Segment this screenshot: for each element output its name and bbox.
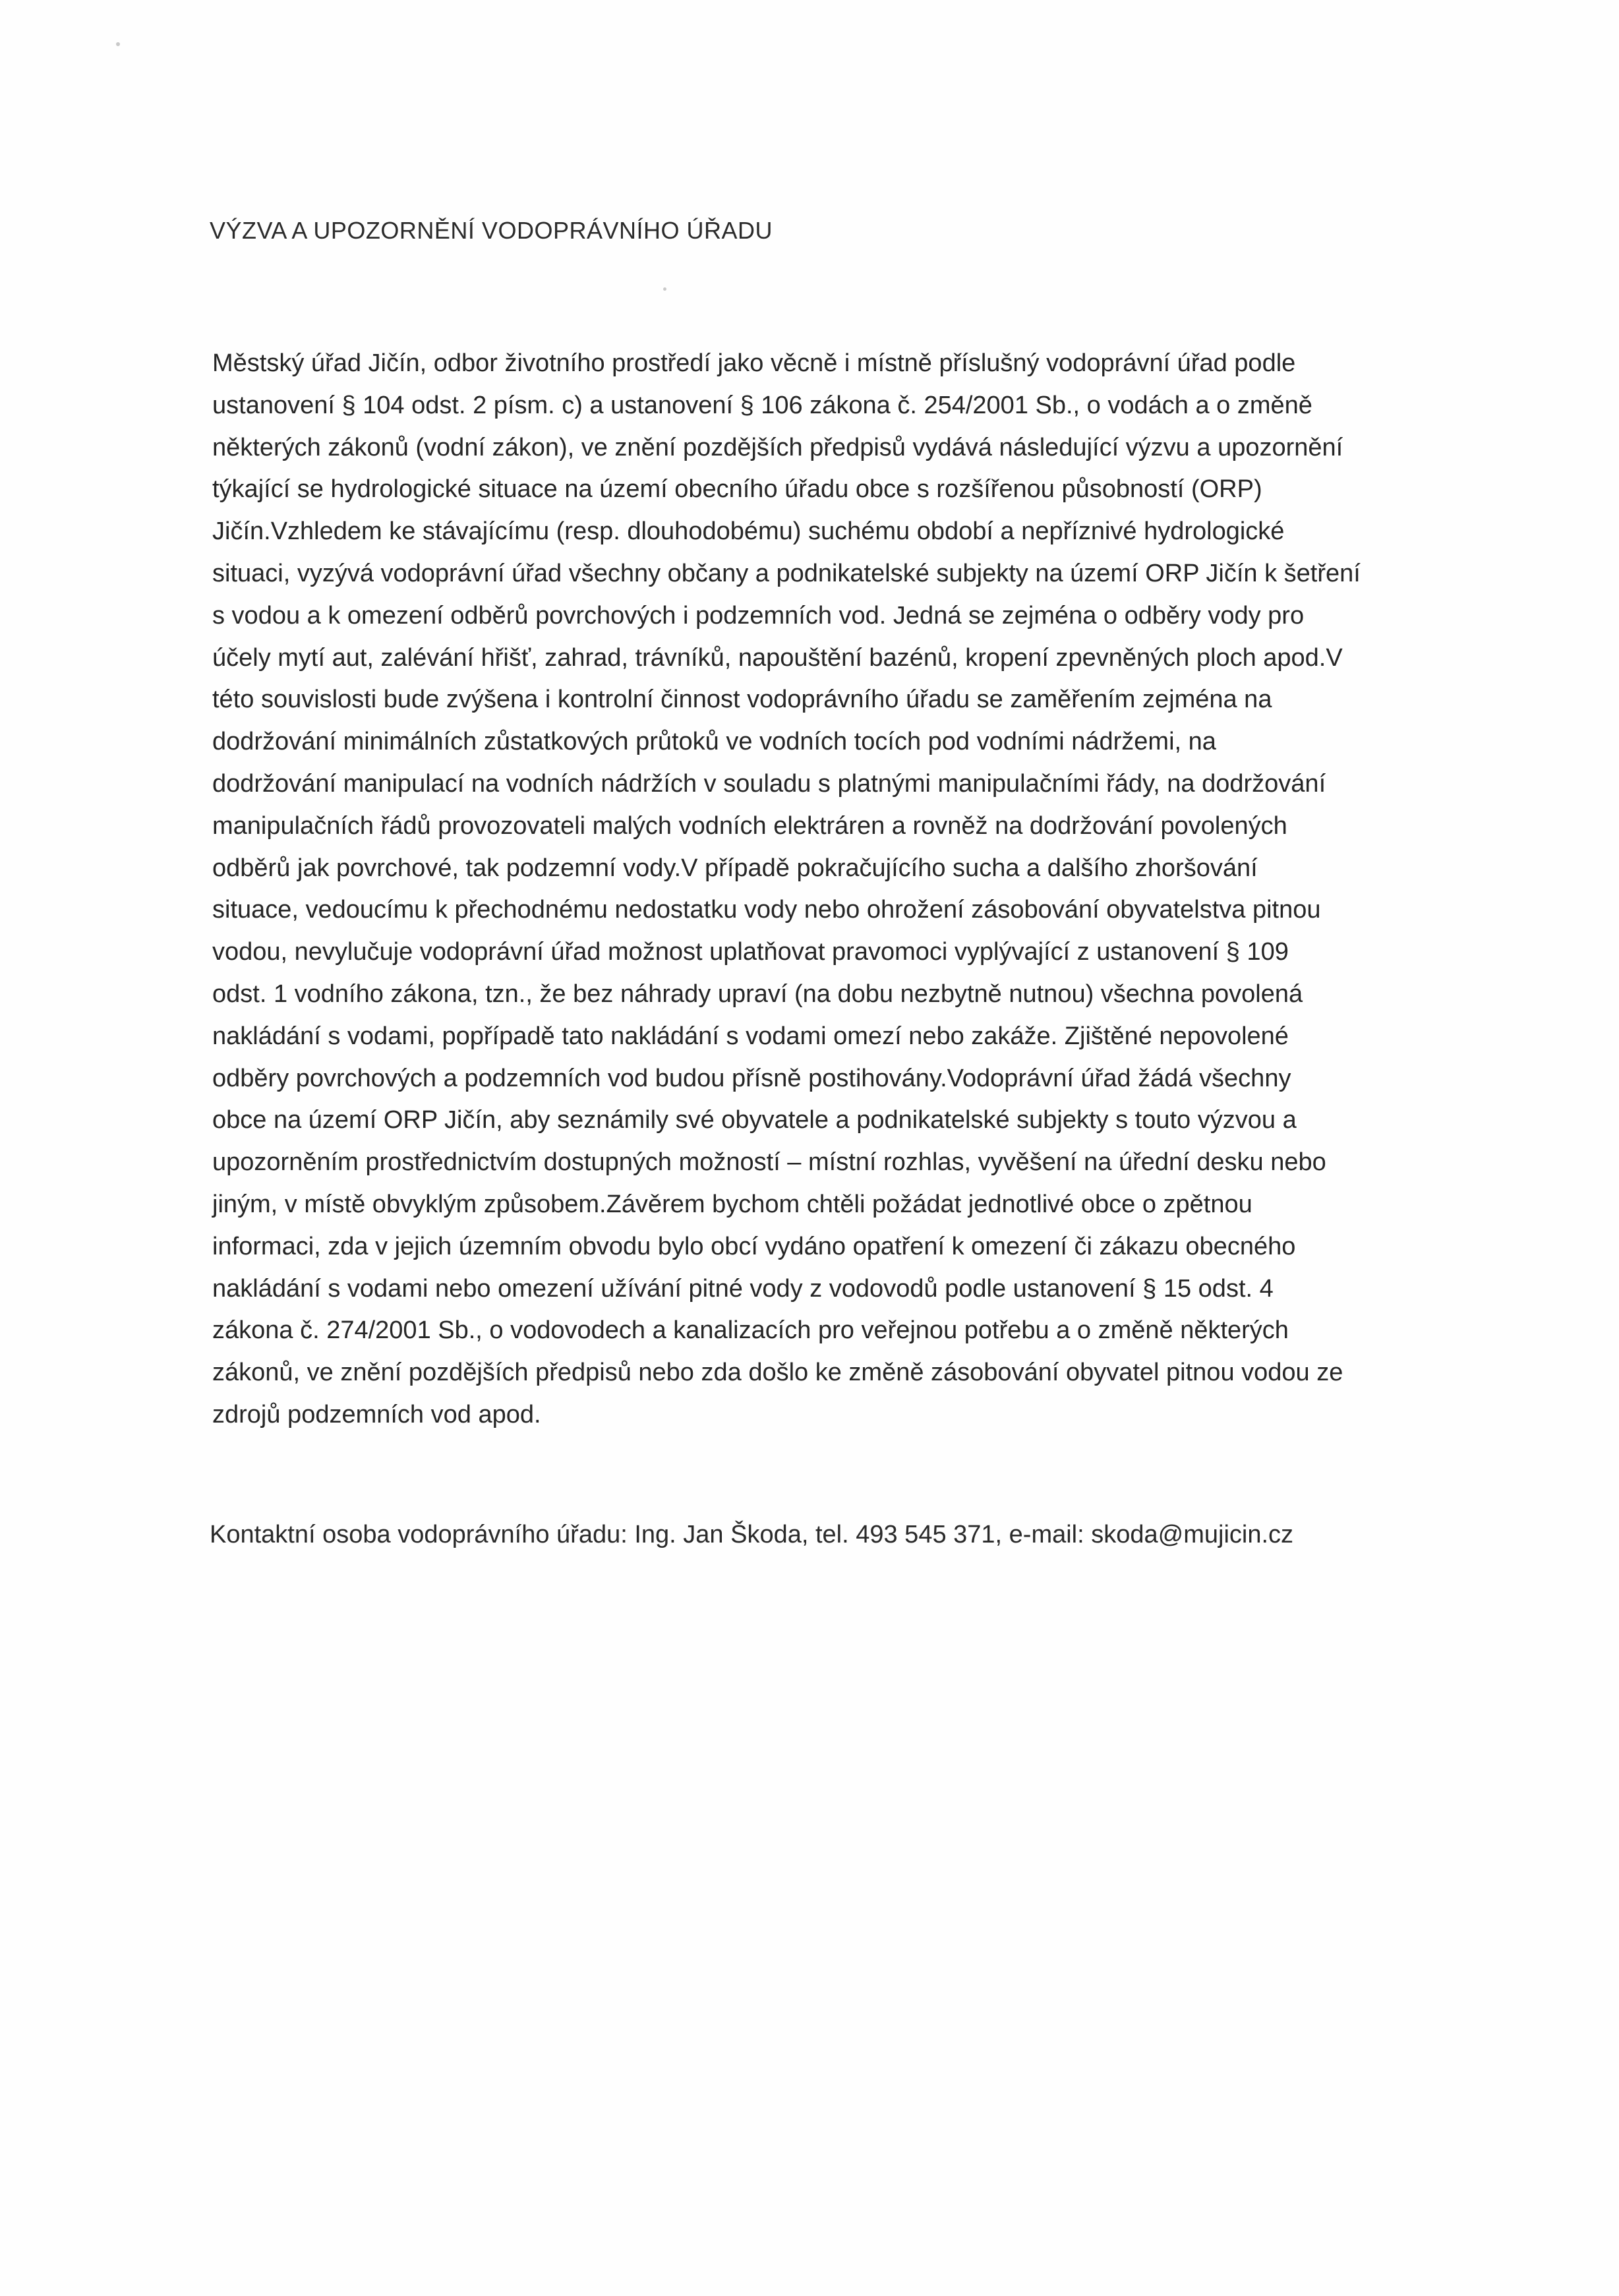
body-line: zdrojů podzemních vod apod. — [212, 1400, 541, 1428]
body-line: dodržování manipulací na vodních nádržích v souladu s platnými manipulačními řády, na dodržování — [212, 769, 1326, 798]
body-line: manipulačních řádů provozovateli malých vodních elektráren a rovněž na dodržování povolených — [212, 811, 1287, 840]
document-body — [212, 343, 1465, 1436]
document-heading: VÝZVA A UPOZORNĚNÍ VODOPRÁVNÍHO ÚŘADU — [210, 217, 773, 244]
body-line: obce na území ORP Jičín, aby seznámily své obyvatele a podnikatelské subjekty s touto výzvou a — [212, 1106, 1297, 1134]
scan-speck — [116, 42, 120, 46]
body-line: nakládání s vodami nebo omezení užívání pitné vody z vodovodů podle ustanovení § 15 odst. 4 — [212, 1274, 1274, 1303]
body-line: situace, vedoucímu k přechodnému nedostatku vody nebo ohrožení zásobování obyvatelstva pitnou — [212, 896, 1321, 924]
scan-speck — [663, 287, 666, 291]
body-line: situaci, vyzývá vodoprávní úřad všechny občany a podnikatelské subjekty na území ORP Jičín k šetření — [212, 559, 1361, 587]
body-line: odběry povrchových a podzemních vod budou přísně postihovány.Vodoprávní úřad žádá všechny — [212, 1064, 1291, 1092]
body-line: zákona č. 274/2001 Sb., o vodovodech a kanalizacích pro veřejnou potřebu a o změně některých — [212, 1316, 1289, 1345]
contact-line: Kontaktní osoba vodoprávního úřadu: Ing. Jan Škoda, tel. 493 545 371, e-mail: skoda@mujicin.cz — [210, 1521, 1294, 1548]
body-line: vodou, nevylučuje vodoprávní úřad možnost uplatňovat pravomoci vyplývající z ustanovení § 109 — [212, 938, 1289, 966]
body-line: s vodou a k omezení odběrů povrchových i podzemních vod. Jedná se zejména o odběry vody pro — [212, 601, 1305, 630]
body-line: Městský úřad Jičín, odbor životního prostředí jako věcně i místně příslušný vodoprávní úřad podle — [212, 349, 1296, 377]
body-line: informaci, zda v jejich územním obvodu bylo obcí vydáno opatření k omezení či zákazu obecného — [212, 1232, 1296, 1260]
body-line: Jičín.Vzhledem ke stávajícímu (resp. dlouhodobému) suchému období a nepříznivé hydrologické — [212, 517, 1285, 546]
body-line: účely mytí aut, zalévání hřišť, zahrad, trávníků, napouštění bazénů, kropení zpevněných ploch apod.V — [212, 643, 1343, 672]
body-line: této souvislosti bude zvýšena i kontrolní činnost vodoprávního úřadu se zaměřením zejména na — [212, 686, 1272, 714]
body-line: odběrů jak povrchové, tak podzemní vody.V případě pokračujícího sucha a dalšího zhoršování — [212, 854, 1258, 882]
body-line: dodržování minimálních zůstatkových průtoků ve vodních tocích pod vodními nádržemi, na — [212, 728, 1216, 756]
body-line: nakládání s vodami, popřípadě tato nakládání s vodami omezí nebo zakáže. Zjištěné nepovolené — [212, 1022, 1289, 1050]
body-line: ustanovení § 104 odst. 2 písm. c) a ustanovení § 106 zákona č. 254/2001 Sb., o vodách a o změně — [212, 391, 1312, 419]
body-line: některých zákonů (vodní zákon), ve znění pozdějších předpisů vydává následující výzvu a upozornění — [212, 433, 1343, 461]
body-line: jiným, v místě obvyklým způsobem.Závěrem bychom chtěli požádat jednotlivé obce o zpětnou — [212, 1190, 1252, 1218]
body-line: upozorněním prostřednictvím dostupných možností – místní rozhlas, vyvěšení na úřední desku nebo — [212, 1148, 1326, 1177]
body-line: týkající se hydrologické situace na území obecního úřadu obce s rozšířenou působností (ORP) — [212, 475, 1262, 504]
body-line: zákonů, ve znění pozdějších předpisů nebo zda došlo ke změně zásobování obyvatel pitnou vodou ze — [212, 1359, 1343, 1387]
body-line: odst. 1 vodního zákona, tzn., že bez náhrady upraví (na dobu nezbytně nutnou) všechna povolená — [212, 980, 1303, 1008]
